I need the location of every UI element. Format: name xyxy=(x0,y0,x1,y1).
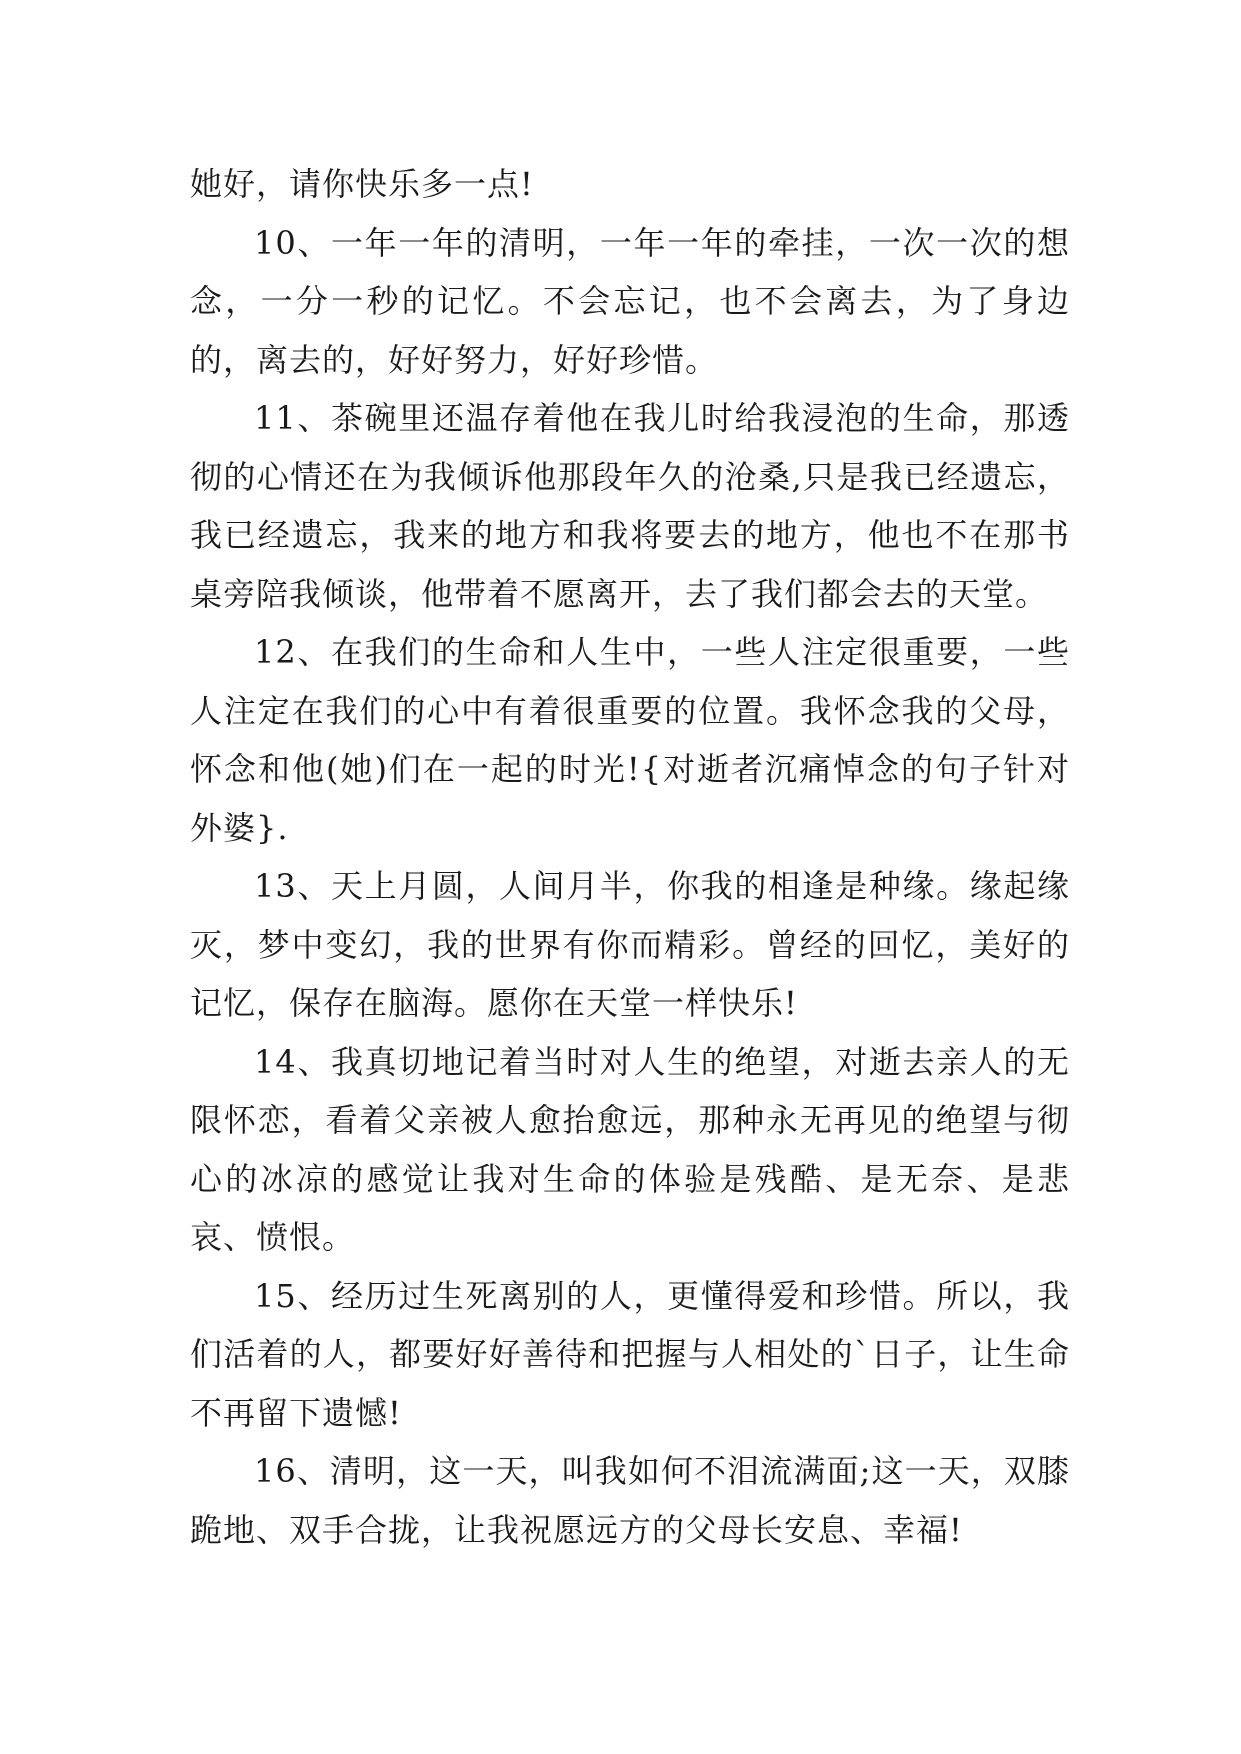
paragraph-11: 11、茶碗里还温存着他在我儿时给我浸泡的生命，那透彻的心情还在为我倾诉他那段年久的沧桑,只是我已经遗忘，我已经遗忘，我来的地方和我将要去的地方，他也不在那书桌旁陪我倾谈，他带着不愿离开，去了我们都会去的天堂。 xyxy=(190,399,1070,613)
paragraph-13: 13、天上月圆，人间月半，你我的相逢是种缘。缘起缘灭，梦中变幻，我的世界有你而精彩。曾经的回忆，美好的记忆，保存在脑海。愿你在天堂一样快乐! xyxy=(190,867,1070,1022)
paragraph-16: 16、清明，这一天，叫我如何不泪流满面;这一天，双膝跪地、双手合拢，让我祝愿远方的父母长安息、幸福! xyxy=(190,1452,1070,1549)
paragraph-10: 10、一年一年的清明，一年一年的牵挂，一次一次的想念，一分一秒的记忆。不会忘记，也不会离去，为了身边的，离去的，好好努力，好好珍惜。 xyxy=(190,223,1070,379)
paragraph-15: 15、经历过生死离别的人，更懂得爱和珍惜。所以，我们活着的人，都要好好善待和把握与人相处的`日子，让生命不再留下遗憾! xyxy=(190,1276,1070,1432)
lead-fragment: 她好，请你快乐多一点! xyxy=(190,165,534,203)
document-body xyxy=(190,155,1070,1559)
paragraph-14: 14、我真切地记着当时对人生的绝望，对逝去亲人的无限怀恋，看着父亲被人愈抬愈远，那种永无再见的绝望与彻心的冰凉的感觉让我对生命的体验是残酷、是无奈、是悲哀、愤恨。 xyxy=(190,1042,1070,1256)
paragraph-12: 12、在我们的生命和人生中，一些人注定很重要，一些人注定在我们的心中有着很重要的位置。我怀念我的父母，怀念和他(她)们在一起的时光!{对逝者沉痛悼念的句子针对外婆}. xyxy=(190,633,1070,847)
